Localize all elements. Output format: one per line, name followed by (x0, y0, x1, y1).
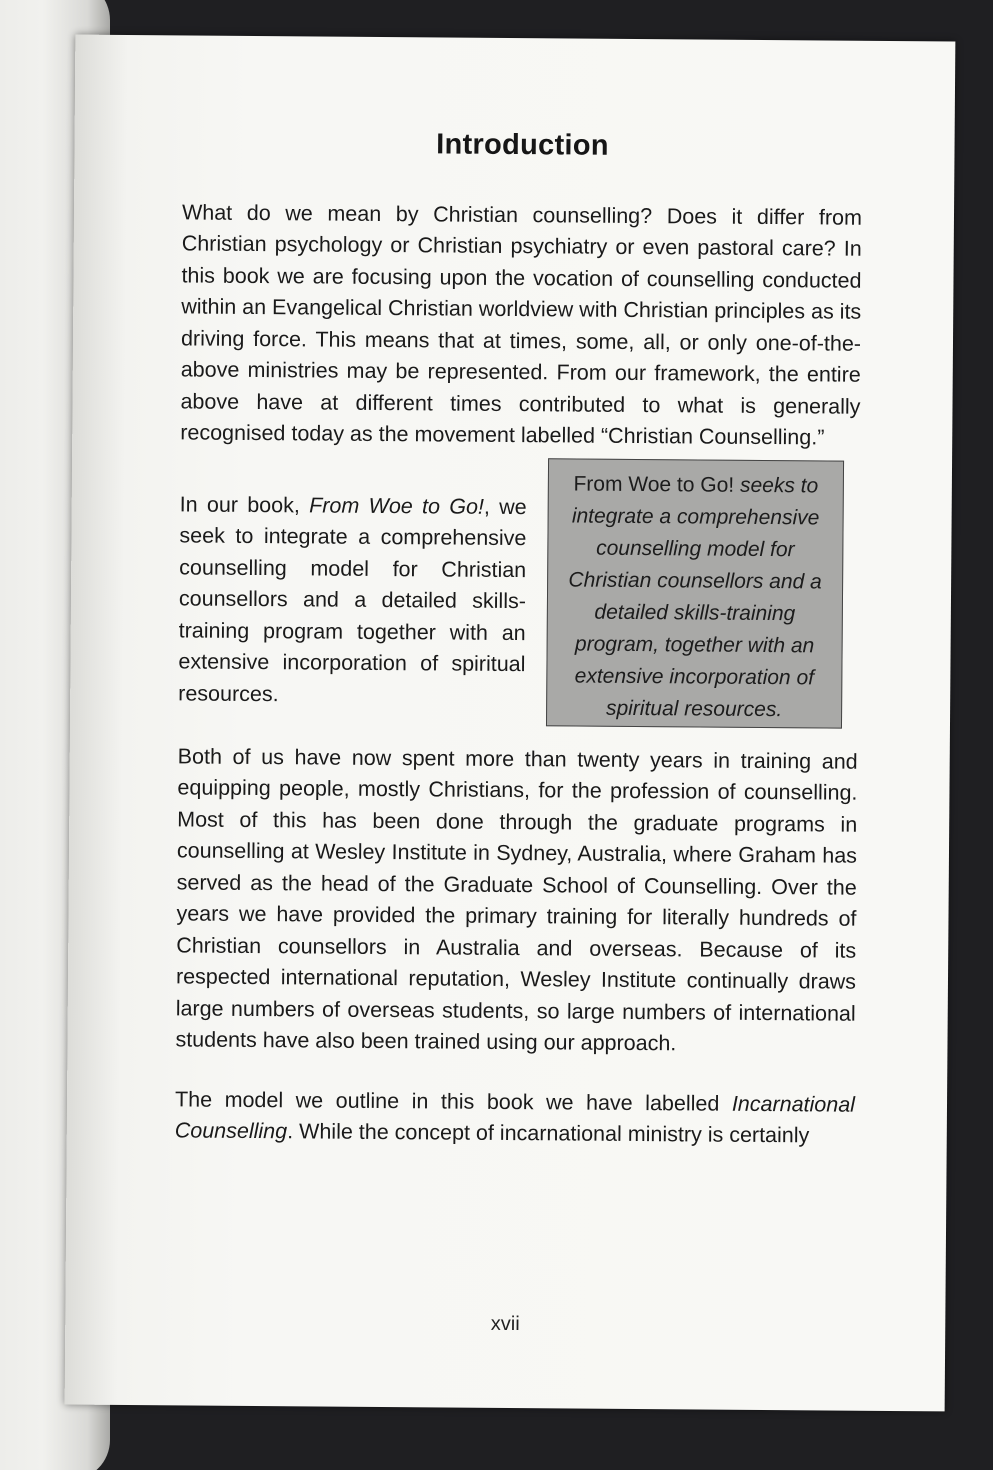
callout-section (178, 449, 860, 744)
page-content (175, 127, 863, 1152)
paragraph-4-end: . While the concept of incarnational ministry is certainly (287, 1119, 810, 1148)
intro-paragraph-4 (175, 1084, 855, 1152)
paragraph-2-end: , we seek to integrate a comprehensive counselling model for Christian counsellors and a detailed skills-training program together with an extensive incorporation of spiritual resources. (178, 494, 527, 706)
paragraph-4-start: The model we outline in this book we have labelled (174, 1086, 732, 1116)
page-number: xvii (490, 1312, 520, 1336)
pull-quote-title: From Woe to Go! (573, 471, 735, 497)
intro-paragraph-2 (178, 489, 527, 712)
page-title: Introduction (436, 128, 610, 162)
book-page (65, 35, 956, 1412)
book-title-italic: From Woe to Go! (309, 492, 485, 519)
paragraph-2-start: In our book, (179, 491, 310, 517)
intro-paragraph-1: What do we mean by Christian counselling? Does it differ from Christian psychology or Christian psychiatry or even pastoral care? In this book we are focusing upon the vocation of counselling conducted within an Evangelical Christian worldview with Christian principles as its driving force. This means that at times, some, all, or only one-of-the-above ministries may be represented. From our framework, the entire above have at different times contributed to what is generally recognised today as the movement labelled “Christian Counselling.” (180, 199, 863, 450)
intro-paragraph-3: Both of us have now spent more than twenty years in training and equipping people, mostly Christians, for the profession of counselling. Most of this has been done through the graduate programs in counselling at Wesley Institute in Sydney, Australia, where Graham has served as the head of the Graduate School of Counselling. Over the years we have provided the primary training for literally hundreds of Christian counsellors in Australia and overseas. Because of its respected international reputation, Wesley Institute continually draws large numbers of overseas students, so large numbers of international students have also been trained using our approach. (175, 743, 858, 1056)
pull-quote-text: seeks to integrate a comprehensive counselling model for Christian counsellors and a detailed skills-training program, together with an extensive incorporation of spiritual resources. (568, 473, 822, 721)
model-name-italic: Incarnational Counselling (174, 1091, 856, 1144)
pull-quote-box (546, 458, 844, 728)
